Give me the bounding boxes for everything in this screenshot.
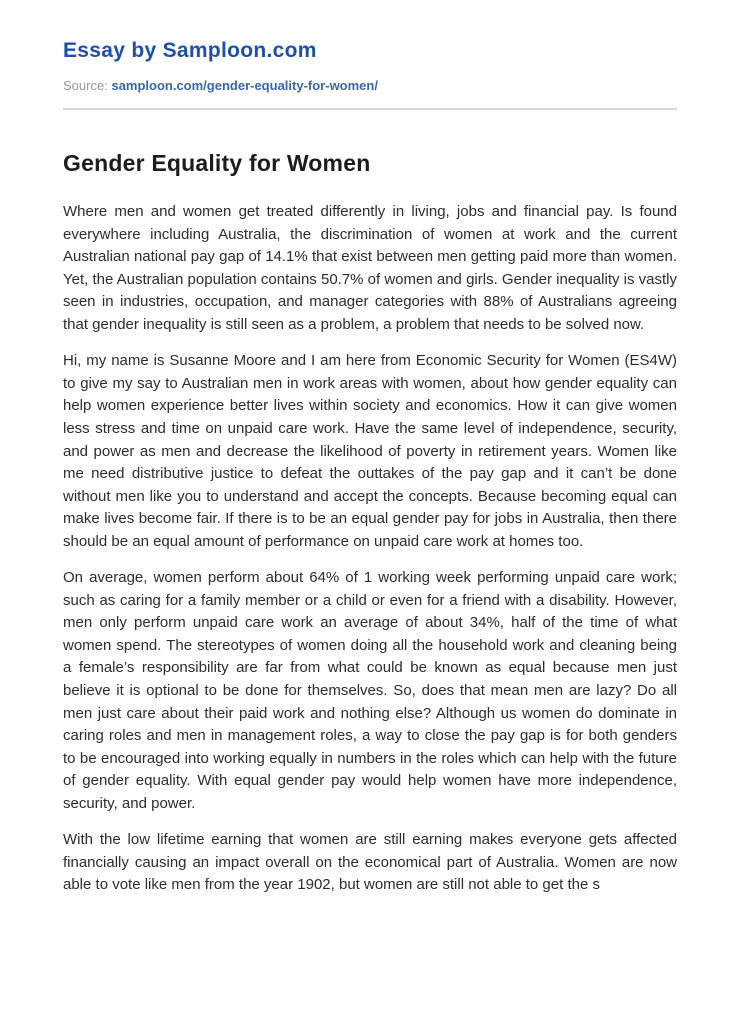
essay-paragraph: Where men and women get treated differently in living, jobs and financial pay. Is found everywhere including Australia, the discrimination of women at work and the current Australian national pay gap of 14.1% that exist between men getting paid more than women. Yet, the Australian population contains 50.7% of women and girls. Gender inequality is vastly seen in industries, occupation, and manager categories with 88% of Australians agreeing that gender inequality is still seen as a problem, a problem that needs to be solved now. [63,203,677,333]
essay-paragraph: With the low lifetime earning that women are still earning makes everyone gets affected financially causing an impact overall on the economical part of Australia. Women are now able to vote like men from the year 1902, but women are still not able to get the s [63,831,677,894]
header-divider [63,108,677,110]
site-heading: Essay by Samploon.com [63,39,317,62]
source-label: Source: [63,78,108,93]
essay-paragraph: On average, women perform about 64% of 1 working week performing unpaid care work; such as caring for a family member or a child or even for a friend with a disability. However, men only perform unpaid care work an average of about 34%, half of the time of what women spend. The stereotypes of women doing all the household work and cleaning being a female’s responsibility are far from what could be known as equal because men just believe it is optional to be done for themselves. So, does that mean men are lazy? Do all men just care about their paid work and nothing else? Although us women do dominate in caring roles and men in management roles, a way to close the pay gap is for both genders to be encouraged into working equally in numbers in the roles which can help with the future of gender equality. With equal gender pay would help women have more independence, security, and power. [63,569,677,813]
source-link[interactable]: samploon.com/gender-equality-for-women/ [111,78,378,93]
essay-paragraph: Hi, my name is Susanne Moore and I am here from Economic Security for Women (ES4W) to give my say to Australian men in work areas with women, about how gender equality can help women experience better lives within society and economics. How it can give women less stress and time on unpaid care work. Have the same level of independence, security, and power as men and decrease the likelihood of poverty in retirement years. Women like me need distributive justice to defeat the outtakes of the pay gap and it can’t be done without men like you to understand and accept the concepts. Because becoming equal can make lives become fair. If there is to be an equal gender pay for jobs in Australia, then there should be an equal amount of performance on unpaid care work at homes too. [63,352,677,550]
essay-title: Gender Equality for Women [63,150,371,176]
document-header [63,38,677,110]
source-line [63,78,677,94]
essay-body [63,201,677,897]
essay-section [63,149,677,897]
